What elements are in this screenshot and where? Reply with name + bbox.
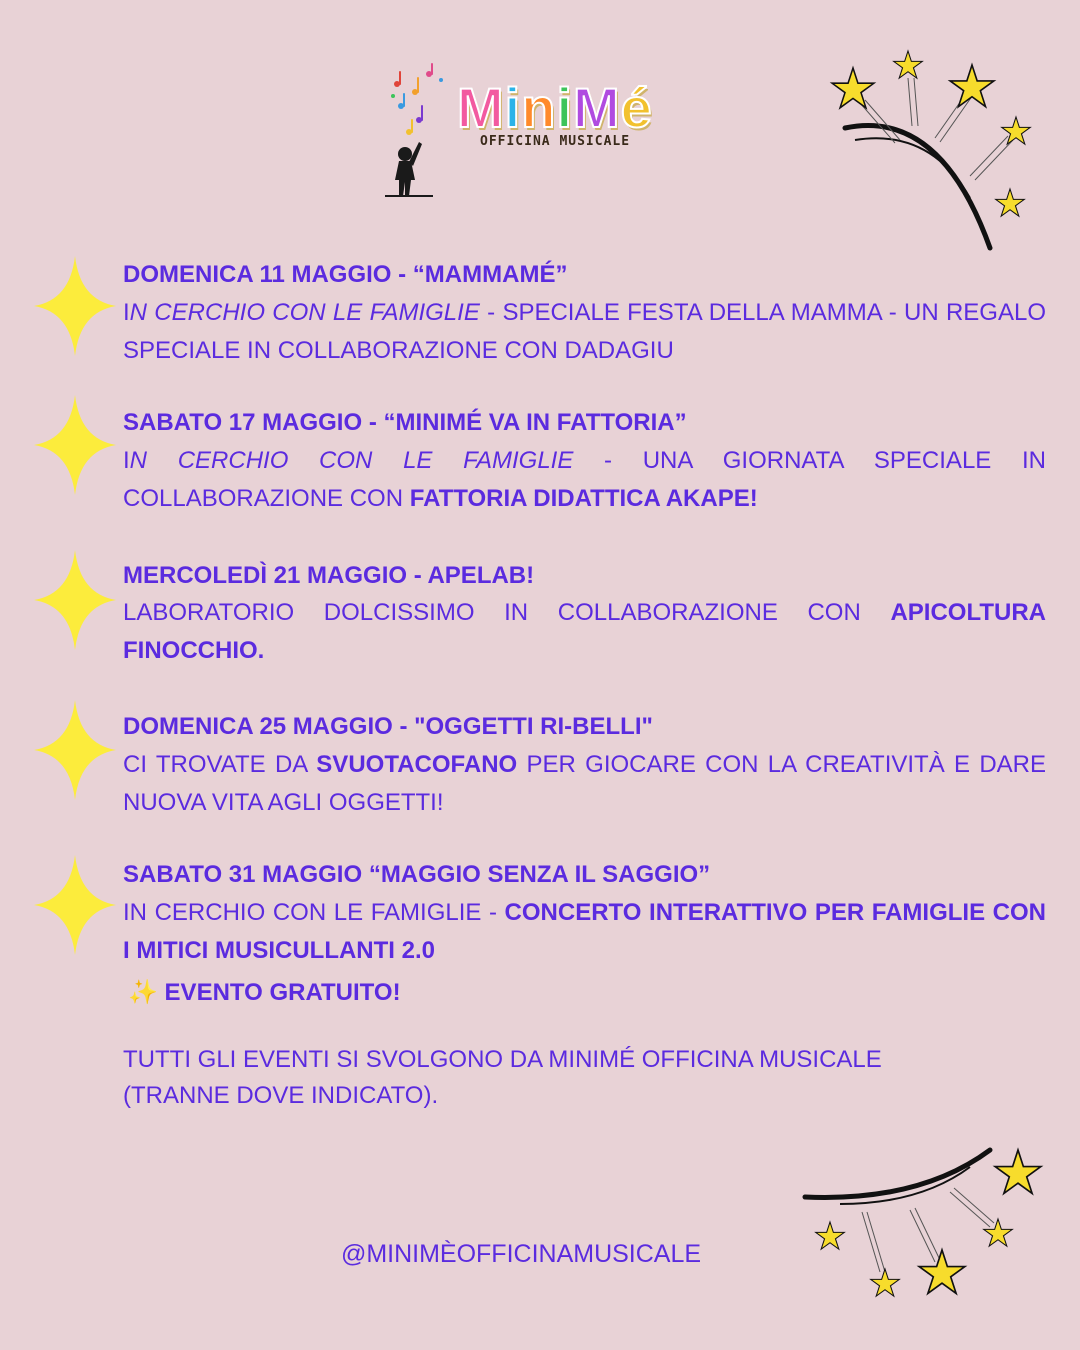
event-description (123, 746, 1046, 822)
event-title: SABATO 17 MAGGIO - “MINIMÉ VA IN FATTORIA” (123, 409, 687, 436)
description-segment: FATTORIA DIDATTICA AKAPE! (409, 485, 758, 512)
venue-note (123, 1042, 882, 1114)
description-segment: - SPECIALE FESTA DELLA MAMMA - UN REGALO SPECIALE IN COLLABORAZIONE CON DADAGIU (123, 299, 1046, 364)
event-description (123, 894, 1046, 970)
event-title: DOMENICA 11 MAGGIO - “MAMMAMÉ” (123, 261, 568, 288)
description-segment: I (123, 447, 130, 474)
description-segment: CI TROVATE DA (123, 751, 317, 778)
logo-letter: M (573, 76, 621, 139)
event-description (123, 442, 1046, 518)
event-description (123, 294, 1046, 370)
description-segment: SVUOTACOFANO (316, 751, 518, 778)
description-segment: I (123, 299, 130, 326)
event-title: MERCOLEDÌ 21 MAGGIO - APELAB! (123, 562, 535, 589)
child-with-music-notes-icon (385, 62, 455, 202)
description-segment: - UNA GIORNATA SPECIALE IN COLLABORAZIONE CON (123, 447, 1046, 512)
sparkle-icon (34, 550, 116, 650)
logo-wordmark (457, 76, 653, 139)
event-title: DOMENICA 25 MAGGIO - "OGGETTI RI-BELLI" (123, 713, 653, 740)
sparkle-icon (34, 395, 116, 495)
free-event-badge: ✨ EVENTO GRATUITO! (128, 979, 401, 1006)
sparkle-icon (34, 700, 116, 800)
event-description (123, 594, 1046, 670)
description-segment: LABORATORIO DOLCISSIMO IN COLLABORAZIONE CON (123, 599, 891, 626)
minime-logo (385, 62, 675, 202)
venue-note-line1: TUTTI GLI EVENTI SI SVOLGONO DA MINIMÉ OFFICINA MUSICALE (123, 1046, 882, 1073)
description-segment: APICOLTURA FINOCCHIO. (123, 599, 1046, 664)
shooting-stars-icon (820, 48, 1040, 253)
description-segment: N CERCHIO CON LE FAMIGLIE (129, 299, 480, 326)
logo-letter: n (521, 76, 557, 139)
description-segment: CONCERTO INTERATTIVO PER FAMIGLIE CON I MITICI MUSICULLANTI 2.0 (123, 899, 1046, 964)
description-segment: N CERCHIO CON LE FAMIGLIE (129, 447, 574, 474)
description-segment: PER GIOCARE CON LA CREATIVITÀ E DARE NUOVA VITA AGLI OGGETTI! (123, 751, 1047, 816)
logo-subtitle: OFFICINA MUSICALE (480, 134, 631, 149)
logo-letter: i (556, 76, 573, 139)
shooting-stars-icon (800, 1142, 1050, 1307)
logo-letter: i (504, 76, 522, 139)
logo-letter: M (457, 76, 505, 139)
venue-note-line2: (TRANNE DOVE INDICATO). (123, 1082, 439, 1109)
sparkle-icon (34, 256, 116, 356)
event-title: SABATO 31 MAGGIO “MAGGIO SENZA IL SAGGIO” (123, 861, 711, 888)
description-segment: IN CERCHIO CON LE FAMIGLIE - (123, 899, 505, 926)
logo-letter: é (620, 76, 653, 139)
sparkle-icon (34, 855, 116, 955)
social-handle: @MINIMÈOFFICINAMUSICALE (340, 1240, 702, 1268)
